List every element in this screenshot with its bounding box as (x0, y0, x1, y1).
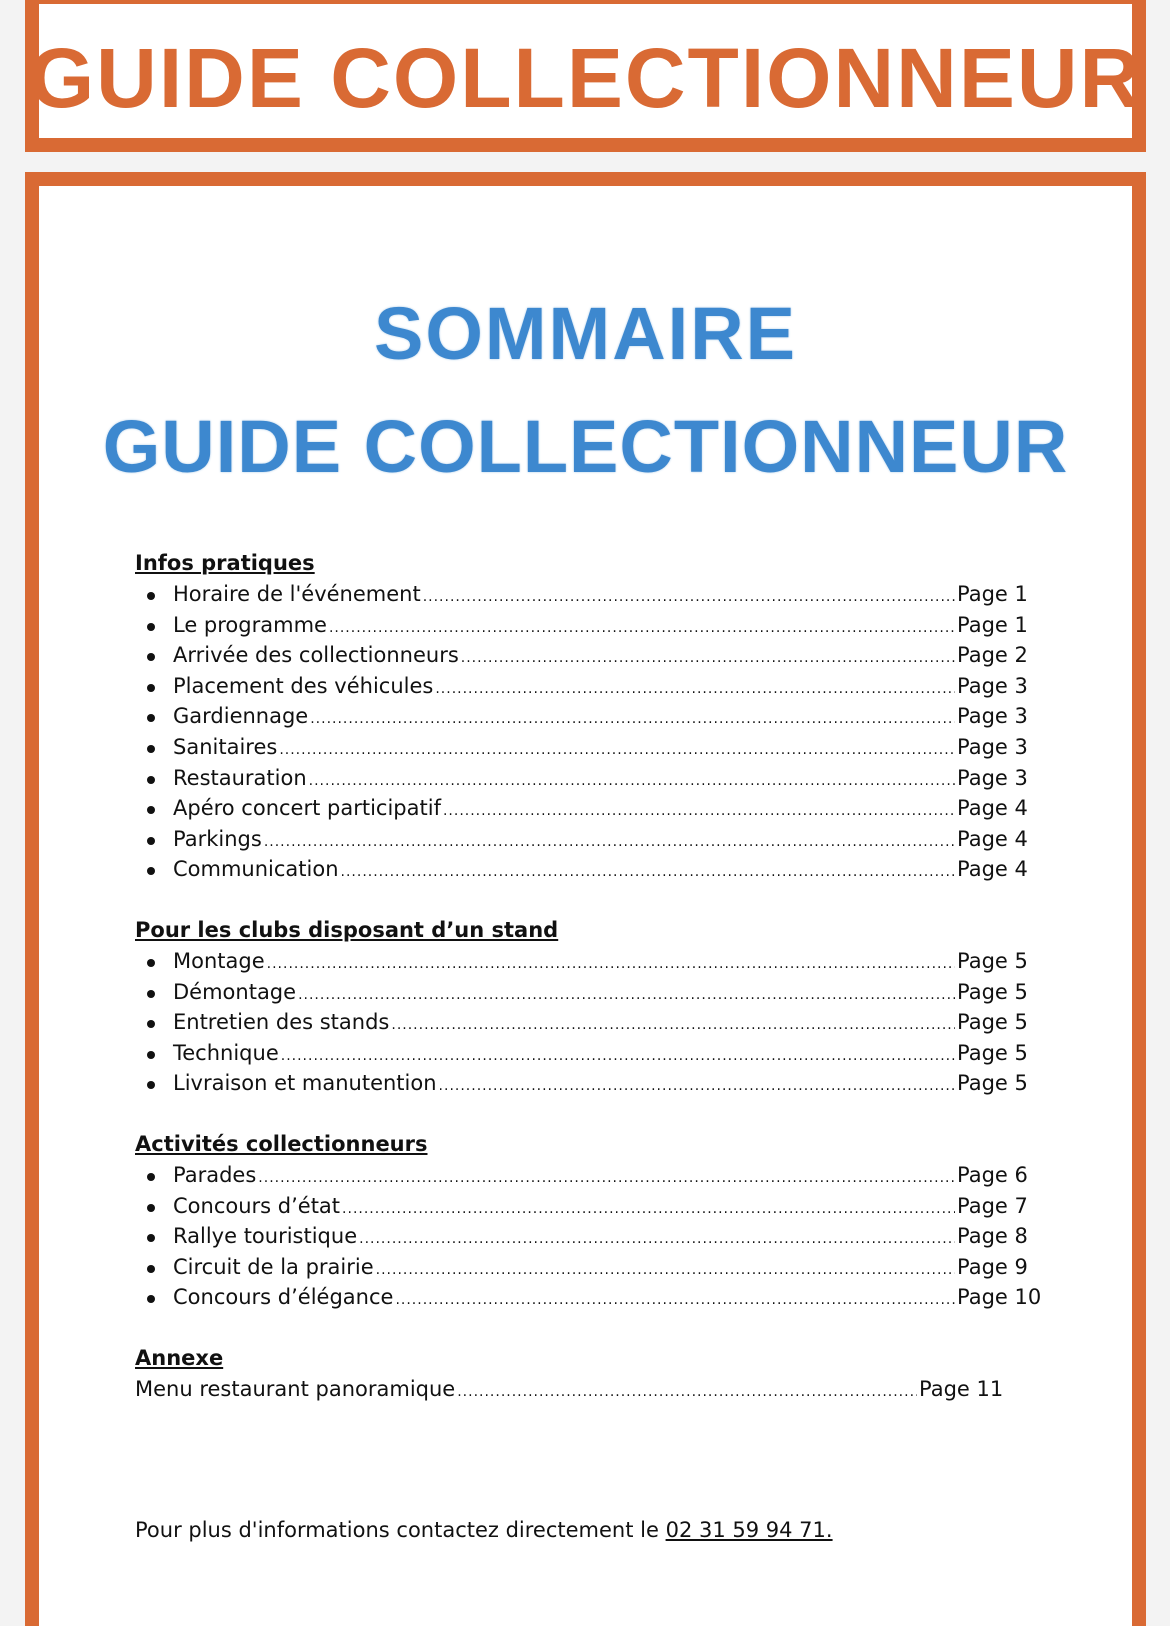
toc-entry (135, 1007, 1039, 1038)
entry-label: Apéro concert participatif (173, 796, 441, 821)
summary-title: SOMMAIRE (374, 292, 797, 375)
entry-label: Circuit de la prairie (173, 1254, 374, 1279)
entry-page: Page 9 (957, 1254, 1028, 1279)
entry-page: Page 3 (957, 673, 1028, 698)
dot-leader (279, 735, 955, 766)
dot-leader (395, 1285, 955, 1316)
banner-title: GUIDE COLLECTIONNEUR (28, 30, 1143, 125)
section-heading: Pour les clubs disposant d’un stand (135, 917, 559, 942)
entry-page: Page 3 (957, 704, 1028, 729)
phone-link[interactable]: 02 31 59 94 71. (665, 1518, 833, 1542)
toc-entry (135, 1252, 1039, 1283)
entry-page: Page 3 (957, 734, 1028, 759)
entry-page: Page 3 (957, 765, 1028, 790)
entry-page: Page 5 (957, 1071, 1028, 1096)
toc-entry (135, 1068, 1039, 1099)
entry-label: Montage (173, 948, 265, 973)
top-banner (25, 0, 1146, 152)
dot-leader (359, 1224, 955, 1255)
entry-page: Page 10 (957, 1285, 1042, 1310)
dot-leader (443, 796, 955, 827)
entry-label: Parkings (173, 826, 262, 851)
dot-leader (341, 857, 955, 888)
toc-entry (135, 732, 1039, 763)
entry-label: Concours d’élégance (173, 1285, 394, 1310)
section-heading: Annexe (135, 1345, 224, 1370)
dot-leader (423, 582, 955, 613)
dot-leader (435, 674, 955, 705)
dot-leader (264, 827, 955, 858)
entry-label: Gardiennage (173, 704, 309, 729)
toc-entry (135, 1160, 1039, 1191)
toc-entry (135, 610, 1039, 641)
entry-page: Page 4 (957, 796, 1028, 821)
toc-entry (135, 1374, 1004, 1405)
dot-leader (298, 980, 955, 1011)
toc-entry (135, 579, 1039, 610)
dot-leader (376, 1255, 955, 1286)
entry-label: Horaire de l'événement (173, 582, 421, 606)
table-of-contents (135, 548, 1042, 1434)
entry-page: Page 1 (957, 582, 1028, 606)
toc-section-infos-pratiques (135, 548, 1035, 885)
dot-leader (258, 1163, 955, 1194)
dot-leader (309, 766, 955, 797)
dot-leader (439, 1071, 955, 1102)
document-page (25, 172, 1146, 1626)
section-heading: Infos pratiques (135, 551, 315, 575)
entry-page: Page 4 (957, 826, 1028, 851)
toc-entry (135, 1282, 1042, 1313)
toc-entry (135, 1191, 1039, 1222)
toc-section-clubs-stand (135, 915, 1035, 1099)
entry-label: Sanitaires (173, 734, 278, 759)
entry-page: Page 5 (957, 1010, 1028, 1035)
entry-label: Le programme (173, 612, 327, 637)
entry-label: Livraison et manutention (173, 1071, 437, 1096)
entry-label: Arrivée des collectionneurs (173, 643, 459, 668)
toc-entry (135, 701, 1039, 732)
entry-label: Communication (173, 857, 339, 882)
footer-text: Pour plus d'informations contactez directement le (135, 1518, 666, 1542)
entry-label: Concours d’état (173, 1193, 341, 1218)
entry-page: Page 8 (957, 1224, 1028, 1249)
toc-entry (135, 640, 1039, 671)
dot-leader (342, 1194, 955, 1225)
entry-page: Page 4 (957, 857, 1028, 882)
toc-entry (135, 977, 1039, 1008)
dot-leader (461, 643, 955, 674)
dot-leader (267, 949, 955, 980)
entry-page: Page 2 (957, 643, 1028, 668)
entry-page: Page 5 (957, 948, 1028, 973)
toc-entry (135, 854, 1039, 885)
toc-entry (135, 763, 1039, 794)
guide-title: GUIDE COLLECTIONNEUR (102, 405, 1069, 488)
entry-label: Rallye touristique (173, 1224, 358, 1249)
entry-label: Parades (173, 1162, 257, 1187)
entry-label: Menu restaurant panoramique (135, 1376, 456, 1401)
entry-label: Restauration (173, 765, 307, 790)
dot-leader (281, 1041, 955, 1072)
section-heading: Activités collectionneurs (135, 1131, 428, 1156)
entry-page: Page 1 (957, 612, 1028, 637)
toc-entry (135, 671, 1039, 702)
dot-leader (310, 704, 955, 735)
entry-label: Technique (173, 1040, 279, 1065)
entry-page: Page 7 (957, 1193, 1028, 1218)
toc-entry (135, 824, 1039, 855)
toc-entry (135, 946, 1039, 977)
entry-page: Page 11 (919, 1376, 1004, 1401)
dot-leader (329, 613, 955, 644)
entry-label: Placement des véhicules (173, 673, 434, 698)
entry-page: Page 5 (957, 979, 1028, 1004)
toc-entry (135, 793, 1039, 824)
entry-page: Page 6 (957, 1162, 1028, 1187)
contact-footer (135, 1518, 833, 1542)
entry-page: Page 5 (957, 1040, 1028, 1065)
toc-entry (135, 1221, 1039, 1252)
entry-label: Entretien des stands (173, 1010, 390, 1035)
entry-label: Démontage (173, 979, 297, 1004)
dot-leader (457, 1377, 917, 1408)
toc-section-activites (135, 1129, 1042, 1313)
toc-section-annexe (135, 1343, 1035, 1405)
toc-entry (135, 1038, 1039, 1069)
dot-leader (391, 1010, 955, 1041)
